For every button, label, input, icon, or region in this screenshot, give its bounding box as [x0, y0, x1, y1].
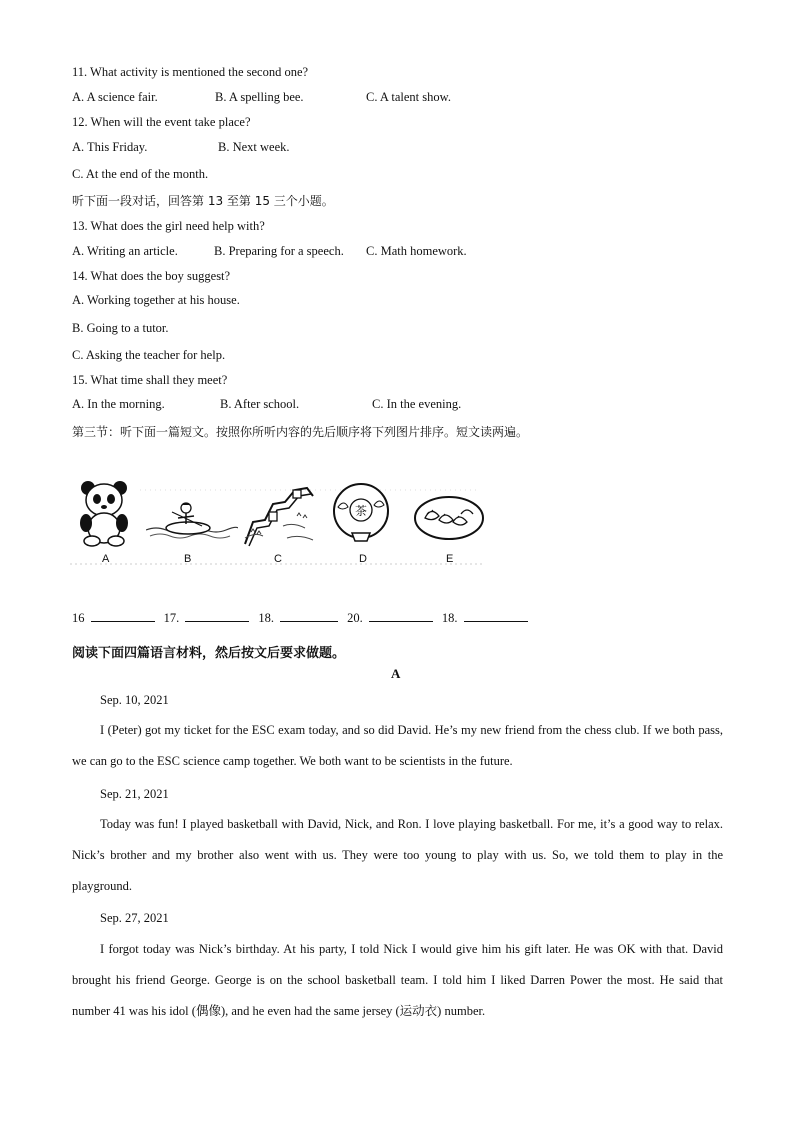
option-13c: C. Math homework. [366, 244, 467, 258]
blank-number-20: 20. [347, 611, 363, 625]
dumplings-icon [413, 494, 485, 542]
question-15: 15. What time shall they meet? [72, 373, 228, 387]
diary-date-1: Sep. 10, 2021 [100, 693, 169, 707]
option-11a: A. A science fair. [72, 90, 158, 104]
picture-label-e: E [446, 553, 454, 565]
picture-label-c: C [274, 553, 282, 565]
tea-icon [330, 483, 392, 545]
option-12b: B. Next week. [218, 140, 290, 154]
option-14b: B. Going to a tutor. [72, 321, 169, 335]
blank-number-18: 18. [258, 611, 274, 625]
diary-text-2: Today was fun! I played basketball with David, Nick, and Ron. I love playing basketball. For me, it’s a good way to relax. Nick’s brother and my brother also went with us. They were too young to play with us. So, we told them to play in the playground. [72, 817, 723, 893]
option-12a: A. This Friday. [72, 140, 148, 154]
question-11: 11. What activity is mentioned the second one? [72, 65, 309, 79]
blank-number-17: 17. [163, 611, 180, 625]
reading-instruction: 阅读下面四篇语言材料，然后按文后要求做题。 [72, 646, 346, 661]
option-15a: A. In the morning. [72, 397, 165, 411]
question-14: 14. What does the boy suggest? [72, 269, 231, 283]
option-13a: A. Writing an article. [72, 244, 178, 258]
answer-blanks-row [72, 608, 534, 626]
option-11c: C. A talent show. [366, 90, 451, 104]
answer-blank-18b[interactable] [464, 608, 528, 622]
panda-icon [76, 478, 132, 548]
diary-text-1: I (Peter) got my ticket for the ESC exam today, and so did David. He’s my new friend from the chess club. If we both pass, we can go to the ESC science camp together. We both want to be scientists in the future. [72, 723, 723, 768]
reading-section-title: A [391, 666, 401, 681]
diary-date-2: Sep. 21, 2021 [100, 787, 169, 801]
picture-label-d: D [359, 553, 367, 565]
answer-blank-20[interactable] [369, 608, 433, 622]
option-12c: C. At the end of the month. [72, 167, 209, 181]
option-11b: B. A spelling bee. [215, 90, 304, 104]
option-14c: C. Asking the teacher for help. [72, 348, 226, 362]
blank-number-18b: 18. [441, 611, 458, 625]
option-15b: B. After school. [220, 397, 300, 411]
answer-blank-18[interactable] [280, 608, 338, 622]
great-wall-icon [243, 482, 315, 548]
option-15c: C. In the evening. [372, 397, 462, 411]
diary-date-3: Sep. 27, 2021 [100, 911, 169, 925]
section-instruction-dialog: 听下面一段对话，回答第 13 至第 15 三个小题。 [72, 194, 334, 208]
answer-blank-16[interactable] [91, 608, 155, 622]
diary-text-3: I forgot today was Nick’s birthday. At his party, I told Nick I would give him his gift later. He was OK with that. David brought his friend George. George is on the school basketball team. I told him I liked Darren Power the most. He said that number 41 was his idol (偶像), and he even had the same jersey (运动衣) number. [72, 942, 723, 1018]
question-13: 13. What does the girl need help with? [72, 219, 265, 233]
answer-blank-17[interactable] [185, 608, 249, 622]
picture-label-a: A [102, 553, 110, 565]
rafting-boy-icon [146, 498, 238, 542]
question-12: 12. When will the event take place? [72, 115, 251, 129]
blank-number-16: 16 [72, 611, 85, 625]
tea-character: 茶 [354, 504, 368, 518]
picture-label-b: B [184, 553, 192, 565]
option-13b: B. Preparing for a speech. [214, 244, 344, 258]
section-three-instruction: 第三节：听下面一篇短文。按照你所听内容的先后顺序将下列图片排序。短文读两遍。 [72, 425, 529, 439]
option-14a: A. Working together at his house. [72, 293, 240, 307]
